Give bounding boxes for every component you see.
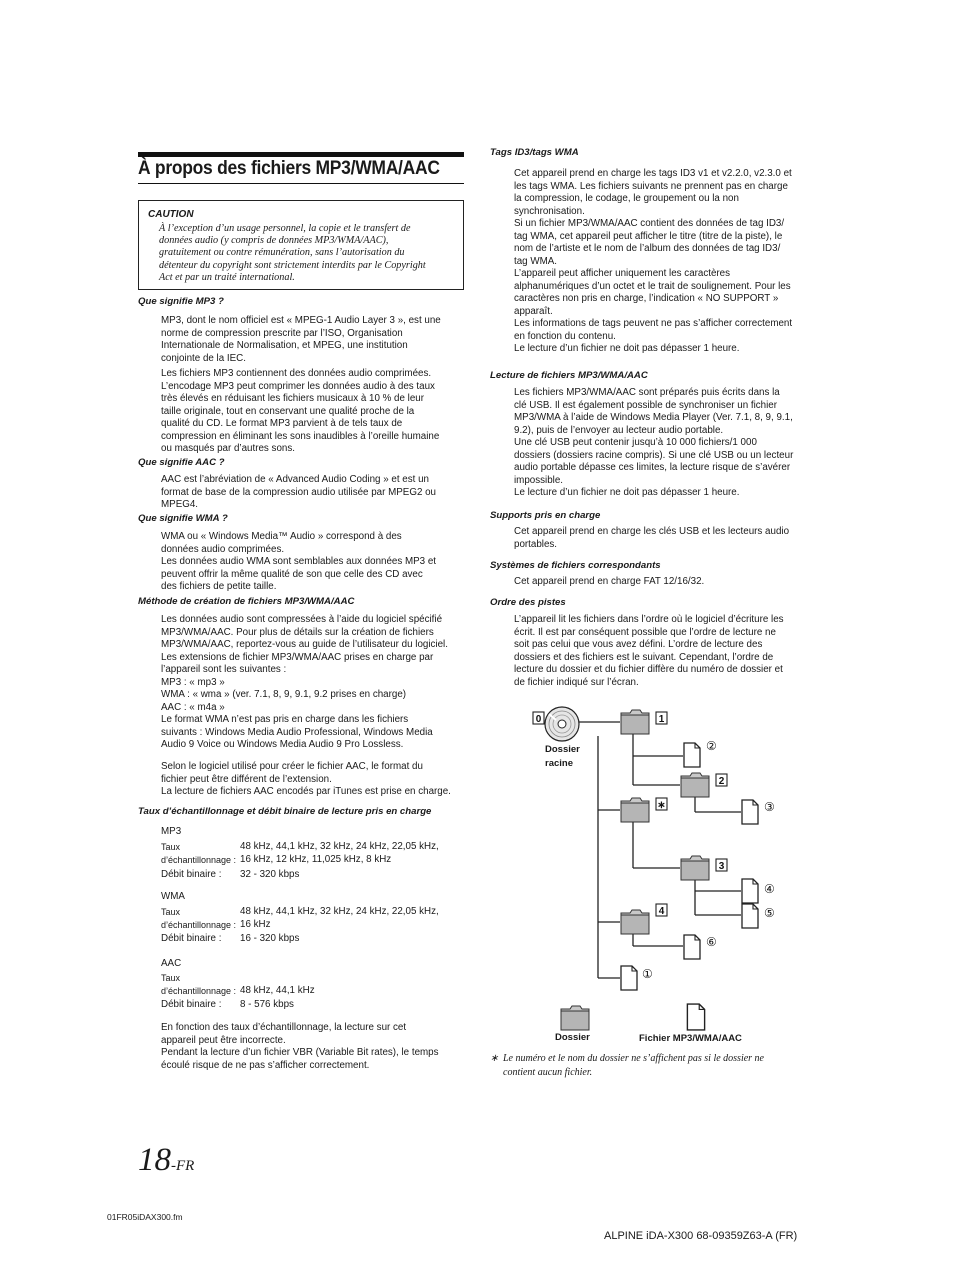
spec-mp3-label: MP3 [161,826,182,837]
page-number-value: 18 [138,1142,171,1178]
text-line: Le lecture d’un fichier ne doit pas dépasser 1 heure. [514,487,740,498]
footnote-line-2: contient aucun fichier. [503,1067,593,1078]
file-icon [684,743,700,767]
cd-disc-icon [545,707,579,741]
heading-media: Supports pris en charge [490,510,601,521]
heading-aac: Que signifie AAC ? [138,457,225,468]
spec-wma-bit: 16 - 320 kbps [240,933,300,944]
text-line: peuvent offrir la même qualité de son que celle des CD avec [161,568,423,580]
spec-mp3-rate-1: 48 kHz, 44,1 kHz, 32 kHz, 24 kHz, 22,05 kHz, [240,841,439,852]
text-line: Une clé USB peut contenir jusqu’à 10 000 fichiers/1 000 [514,437,757,448]
text-line: WMA ou « Windows Media™ Audio » correspond à des [161,531,402,542]
text-line: Les données audio WMA sont semblables aux données MP3 et [161,556,437,567]
spec-mp3-debit: Débit binaire : [161,869,222,880]
text-line: tag WMA. [514,255,558,267]
text-line: synchronisation. [514,205,585,217]
file-icon [684,935,700,959]
text-line: conjointe de la IEC. [161,352,246,364]
spec-aac-rate: 48 kHz, 44,1 kHz [240,985,315,996]
text-line: des fichiers de petite taille. [161,581,277,592]
text-line: Les informations de tags peuvent ne pas s’afficher correctement [514,318,793,329]
text-line: MPEG4. [161,499,199,510]
text-line: Si un fichier MP3/WMA/AAC contient des données de tag ID3/ [514,218,785,229]
model-identifier: ALPINE iDA-X300 68-09359Z63-A (FR) [604,1230,798,1242]
text-line: l’appareil sont les suivantes : [161,664,287,675]
text-line: taille originale, tout en conservant une qualité proche de la [161,405,415,417]
footnote-line-1: Le numéro et le nom du dossier ne s’affichent pas si le dossier ne [503,1053,764,1064]
box-label-2: 2 [718,776,725,787]
text-line: Le lecture d’un fichier ne doit pas dépasser 1 heure. [514,343,740,354]
text-line: qualité du CD. Le format MP3 parvient à de tels taux de [161,418,403,429]
box-label-0: 0 [535,714,542,725]
file-number-3: ③ [764,800,775,814]
text-line: dossiers et des fichiers est le suivant. Cependant, l’ordre de [514,651,774,663]
text-line: suivants : Windows Media Audio Professional, Windows Media [161,726,433,738]
text-line: en fonction du contenu. [514,330,616,342]
text-line: Cet appareil prend en charge les tags ID3 v1 et v2.2.0, v2.3.0 et [514,168,792,179]
file-number-6: ⑥ [706,935,717,949]
file-icon [742,879,758,903]
footnote-star: ∗ [490,1053,499,1064]
text-line: apparaît. [514,305,553,317]
text-line: écoulé risque de ne pas s’afficher correctement. [161,1059,370,1071]
spec-wma-taux: Taux [161,907,181,917]
spec-wma-rate-1: 48 kHz, 44,1 kHz, 32 kHz, 24 kHz, 22,05 kHz, [240,906,439,917]
spec-wma-echant: d’échantillonnage : [161,920,237,930]
text-line: L’appareil lit les fichiers dans l’ordre où le logiciel d’écriture les [514,614,784,625]
text-line: En fonction des taux d’échantillonnage, la lecture sur cet [161,1022,407,1033]
text-line: lecture du dossier et du fichier diffère du numéro de dossier et [514,664,783,675]
spec-mp3-rate-2: 16 kHz, 12 kHz, 11,025 kHz, 8 kHz [240,854,392,865]
text-line: AAC est l’abréviation de « Advanced Audio Coding » et est un [161,474,429,485]
root-folder-label-1: Dossier [545,744,580,755]
box-label-1: 1 [658,714,665,725]
text-line: MP3/WMA à l’aide de Windows Media Player (Ver. 7.1, 8, 9, 9.1, [514,412,793,423]
caution-line: À l’exception d’un usage personnel, la copie et le transfert de [159,223,411,234]
text-line: Les fichiers MP3/WMA/AAC sont préparés puis écrits dans la [514,387,780,398]
folder-legend-label: Dossier [555,1032,590,1043]
heading-mp3: Que signifie MP3 ? [138,296,224,307]
text-line: MP3, dont le nom officiel est « MPEG-1 Audio Layer 3 », est une [161,315,441,326]
folder-icon [681,773,709,797]
text-line: dossiers (dossiers racine compris). Si une clé USB ou un lecteur [514,449,794,461]
text-line: données audio comprimées. [161,543,285,555]
text-line: très élevés en réduisant les fichiers musicaux à 10 % de leur [161,393,425,404]
spec-wma-label: WMA [161,891,185,902]
file-number-4: ④ [764,882,775,896]
text-line: L’encodage MP3 peut comprimer les données audio à des taux [161,380,435,392]
caution-title: CAUTION [148,209,194,220]
text-line: ou masqués par d’autres sons. [161,443,295,454]
file-number-2: ② [706,739,717,753]
caution-line: Act et par un traité international. [159,271,295,283]
caution-line: gratuitement ou contre rémunération, sans l’autorisation du [159,247,405,259]
box-label-star: ∗ [657,800,666,811]
file-icon [621,966,637,990]
file-number-1: ① [642,967,653,981]
text-line: impossible. [514,474,564,486]
page-number-suffix: -FR [171,1158,195,1174]
text-line: soit pas celui que vous avez défini. L’ordre de lecture des [514,639,763,650]
text-line: MP3 : « mp3 » [161,676,225,688]
spec-aac-taux: Taux [161,973,181,983]
text-line: clé USB. Il est également possible de synchroniser un fichier [514,399,778,411]
text-line: caractères non pris en charge, l’indication « NO SUPPORT » [514,293,779,304]
spec-aac-label: AAC [161,958,182,969]
spec-wma-rate-2: 16 kHz [240,919,271,930]
spec-mp3-taux: Taux [161,842,181,852]
spec-mp3-echant: d’échantillonnage : [161,855,237,865]
text-line: L’appareil peut afficher uniquement les caractères [514,268,731,279]
folder-legend-icon [561,1006,589,1030]
text-line: MP3/WMA/AAC. Pour plus de détails sur la création de fichiers [161,626,434,638]
spec-aac-debit: Débit binaire : [161,999,222,1010]
text-line: audio portable dépasse ces limites, la lecture risque de s’avérer [514,462,791,473]
text-line: WMA : « wma » (ver. 7.1, 8, 9, 9.1, 9.2 prises en charge) [161,689,407,700]
caution-line: données audio (y compris de données MP3/WMA/AAC), [159,235,389,247]
folder-icon [621,710,649,734]
heading-reading: Lecture de fichiers MP3/WMA/AAC [490,370,648,381]
spec-aac-bit: 8 - 576 kbps [240,999,294,1010]
file-legend-label: Fichier MP3/WMA/AAC [639,1033,742,1044]
text-line: Les fichiers MP3 contiennent des données audio comprimées. [161,368,432,379]
folder-icon [681,856,709,880]
page-title: À propos des fichiers MP3/WMA/AAC [138,158,440,179]
text-line: AAC : « m4a » [161,701,225,713]
spec-mp3-bit: 32 - 320 kbps [240,869,300,880]
text-line: MP3/WMA/AAC, reportez-vous au guide de l’utilisateur du logiciel. [161,639,448,650]
text-line: fichier peut être différent de l’extension. [161,773,332,785]
file-legend-icon [687,1004,704,1030]
file-icon [742,904,758,928]
heading-filesystems: Systèmes de fichiers correspondants [490,560,661,571]
text-line: Les extensions de fichier MP3/WMA/AAC prises en charge par [161,651,434,663]
text-line: la compression, le codage, le groupement ou la non [514,193,739,204]
file-number-5: ⑤ [764,906,775,920]
text-line: norme de compression prescrite par l’ISO, Organisation [161,327,403,339]
text-line: Pendant la lecture d’un fichier VBR (Variable Bit rates), le temps [161,1047,439,1058]
caution-line: détenteur du copyright sont strictement interdits par le Copyright [159,259,426,271]
text-line: Cet appareil prend en charge FAT 12/16/32. [514,576,705,587]
spec-aac-echant: d’échantillonnage : [161,986,237,996]
text-line: Cet appareil prend en charge les clés USB et les lecteurs audio [514,526,790,537]
text-line: écrit. Il est par conséquent possible que l’ordre de lecture ne [514,626,776,638]
folder-icon [621,910,649,934]
heading-rates: Taux d’échantillonnage et débit binaire de lecture pris en charge [138,806,432,817]
text-line: nom de l’artiste et le nom de l’album des données de tag ID3/ [514,243,781,254]
heading-method: Méthode de création de fichiers MP3/WMA/AAC [138,596,355,607]
heading-tags: Tags ID3/tags WMA [490,147,579,158]
heading-order: Ordre des pistes [490,597,566,608]
text-line: Les données audio sont compressées à l’aide du logiciel spécifié [161,614,443,625]
text-line: appareil peut être incorrecte. [161,1034,286,1046]
text-line: alphanumériques d’un octet et le trait de soulignement. Pour les [514,280,791,292]
text-line: les tags WMA. Les fichiers suivants ne prennent pas en charge [514,180,788,192]
folder-icon [621,798,649,822]
text-line: compression en éliminant les sons inaudibles à l’oreille humaine [161,430,440,442]
text-line: Selon le logiciel utilisé pour créer le fichier AAC, le format du [161,761,423,772]
text-line: portables. [514,538,558,550]
root-folder-label-2: racine [545,758,573,769]
text-line: Le format WMA n’est pas pris en charge dans les fichiers [161,714,409,725]
text-line: La lecture de fichiers AAC encodés par iTunes est prise en charge. [161,786,451,797]
file-icon [742,800,758,824]
box-label-4: 4 [658,906,665,917]
text-line: Internationale de Normalisation, et MPEG, une institution [161,340,408,351]
heading-wma: Que signifie WMA ? [138,513,228,524]
text-line: 9.2), puis de l’envoyer au lecteur audio portable. [514,424,724,436]
spec-wma-debit: Débit binaire : [161,933,222,944]
text-line: Audio 9 Voice ou Windows Media Audio 9 Pro Lossless. [161,739,404,750]
box-label-3: 3 [718,861,725,872]
text-line: tag WMA, cet appareil peut afficher le titre (titre de la piste), le [514,230,783,242]
file-name: 01FR05iDAX300.fm [107,1212,183,1222]
page-number [138,1142,194,1179]
text-line: format de base de la compression audio utilisée par MPEG2 ou [161,486,437,498]
text-line: de fichier indiqué sur l’écran. [514,676,639,688]
